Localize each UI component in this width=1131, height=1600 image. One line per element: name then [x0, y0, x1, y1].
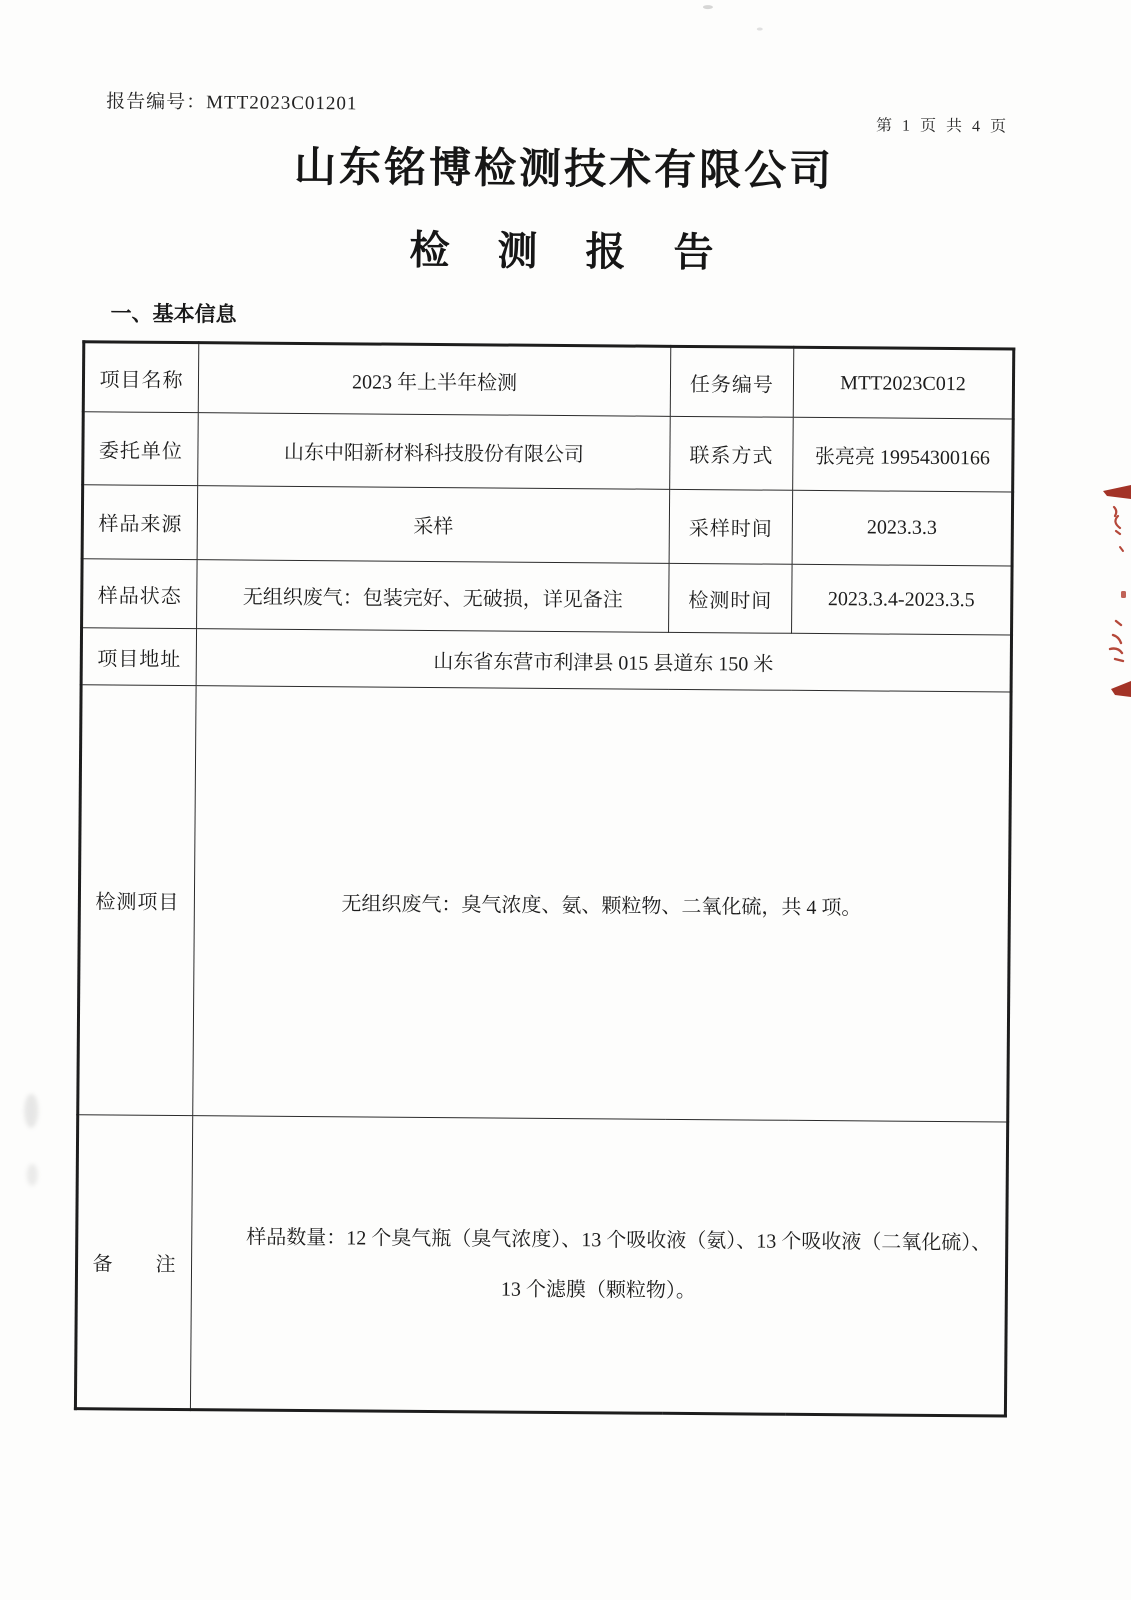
- scan-smudge: [24, 1094, 38, 1128]
- sample-status-label: 样品状态: [82, 559, 198, 629]
- table-row: [83, 342, 1014, 419]
- table-row: [82, 559, 1013, 635]
- scan-speck: [703, 5, 713, 9]
- remarks-value: [190, 1116, 1007, 1416]
- scan-smudge: [27, 1164, 38, 1186]
- task-no-label: 任务编号: [670, 346, 794, 417]
- test-items-value: 无组织废气：臭气浓度、氨、颗粒物、二氧化硫，共 4 项。: [193, 686, 1011, 1122]
- table-row: [81, 628, 1011, 692]
- task-no-value: MTT2023C012: [793, 347, 1014, 419]
- section-heading-basic-info: 一、基本信息: [110, 301, 237, 327]
- table-row: [83, 412, 1014, 492]
- contact-label: 联系方式: [670, 416, 794, 490]
- report-number-line: [106, 86, 358, 115]
- project-name-value: 2023 年上半年检测: [198, 343, 671, 417]
- test-time-value: 2023.3.4-2023.3.5: [792, 564, 1013, 635]
- table-row: [82, 485, 1013, 566]
- report-number-label: 报告编号：: [106, 91, 207, 114]
- company-title: 山东铭博检测技术有限公司: [293, 144, 835, 196]
- client-value: 山东中阳新材料科技股份有限公司: [198, 413, 671, 490]
- scan-speck: [757, 28, 763, 31]
- remarks-paragraph: 样品数量：12 个臭气瓶（臭气浓度）、13 个吸收液（氨）、13 个吸收液（二氧化硫）、13 个滤膜（颗粒物）。: [246, 1226, 992, 1303]
- project-name-label: 项目名称: [83, 342, 199, 413]
- table-row: [78, 685, 1011, 1122]
- report-number-value: MTT2023C01201: [206, 92, 358, 115]
- report-title: 检 测 报 告: [409, 227, 718, 276]
- page-indicator: 第 1 页 共 4 页: [875, 117, 1010, 136]
- sample-source-label: 样品来源: [82, 485, 198, 560]
- test-time-label: 检测时间: [669, 563, 793, 633]
- basic-info-table: [74, 340, 1015, 1417]
- project-address-label: 项目地址: [81, 628, 196, 686]
- table-row: [75, 1115, 1007, 1416]
- project-address-value: 山东省东营市利津县 015 县道东 150 米: [196, 629, 1011, 692]
- sample-source-value: 采样: [197, 486, 670, 564]
- sampling-time-label: 采样时间: [669, 489, 793, 564]
- contact-value: 张亮亮 19954300166: [793, 417, 1014, 492]
- test-items-label: 检测项目: [78, 685, 196, 1116]
- red-seal-fragment: [1073, 483, 1131, 701]
- remarks-label: 备 注: [75, 1115, 192, 1410]
- client-label: 委托单位: [83, 412, 199, 486]
- sample-status-value: 无组织废气：包装完好、无破损，详见备注: [197, 560, 670, 633]
- sampling-time-value: 2023.3.3: [792, 490, 1013, 566]
